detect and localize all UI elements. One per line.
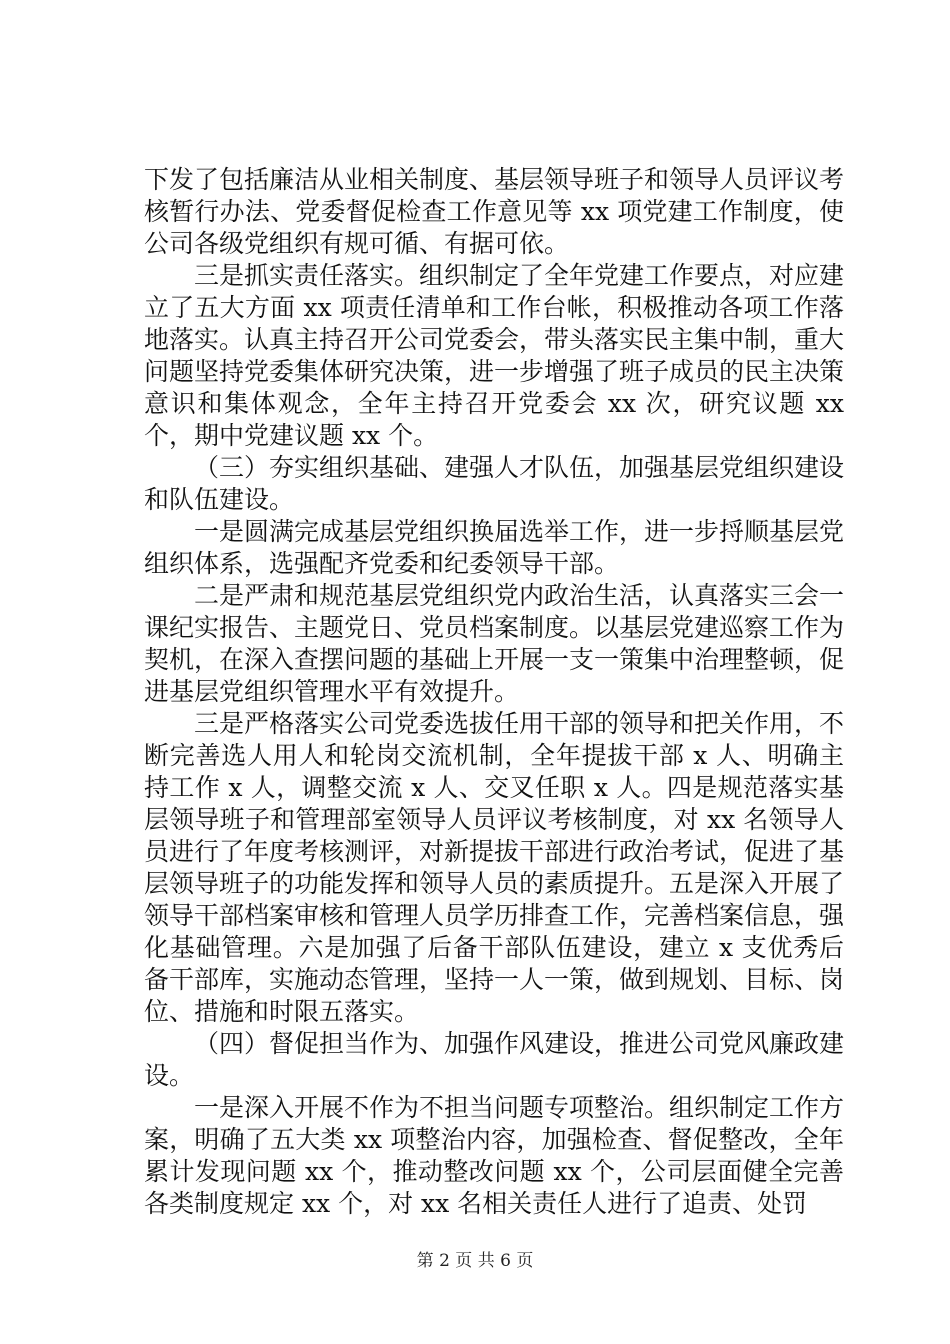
paragraph-responsibility: 三是抓实责任落实。组织制定了全年党建工作要点，对应建立了五大方面 xx 项责任清单和工作台帐，积极推动各项工作落地落实。认真主持召开公司党委会，带头落实民主集中制，重大问题坚持党委集体研究决策，进一步增强了班子成员的民主决策意识和集体观念，全年主持召开党委会 xx 次，研究议题 xx 个，期中党建议题 xx 个。 xyxy=(144,261,852,450)
paragraph-cadre-selection: 三是严格落实公司党委选拔任用干部的领导和把关作用，不断完善选人用人和轮岗交流机制，全年提拔干部 x 人、明确主持工作 x 人，调整交流 x 人、交叉任职 x 人。四是规范落实基层领导班子和管理部室领导人员评议考核制度，对 xx 名领导人员进行了年度考核测评，对新提拔干部进行政治考试，促进了基层领导班子的功能发挥和领导人员的素质提升。五是深入开展了领导干部档案审核和管理人员学历排查工作，完善档案信息，强化基础管理。六是加强了后备干部队伍建设，建立 x 支优秀后备干部库，实施动态管理，坚持一人一策，做到规划、目标、岗位、措施和时限五落实。 xyxy=(144,709,845,1026)
paragraph-continuation: 下发了包括廉洁从业相关制度、基层领导班子和领导人员评议考核暂行办法、党委督促检查工作意见等 xx 项党建工作制度，使公司各级党组织有规可循、有据可依。 xyxy=(144,165,845,258)
paragraph-political-life: 二是严肃和规范基层党组织党内政治生活，认真落实三会一课纪实报告、主题党日、党员档案制度。以基层党建巡察工作为契机，在深入查摆问题的基础上开展一支一策集中治理整顿，促进基层党组织管理水平有效提升。 xyxy=(144,581,845,706)
paragraph-rectification: 一是深入开展不作为不担当问题专项整治。组织制定工作方案，明确了五大类 xx 项整治内容，加强检查、督促整改，全年累计发现问题 xx 个，推动整改问题 xx 个，公司层面健全完善各类制度规定 xx 个，对 xx 名相关责任人进行了追责、处罚 xyxy=(144,1093,845,1218)
section-heading-3: （三）夯实组织基础、建强人才队伍，加强基层党组织建设和队伍建设。 xyxy=(144,453,845,514)
paragraph-election: 一是圆满完成基层党组织换届选举工作，进一步捋顺基层党组织体系，选强配齐党委和纪委领导干部。 xyxy=(144,517,845,578)
document-body xyxy=(144,164,852,1220)
page-number-footer: 第 2 页 共 6 页 xyxy=(416,1251,534,1271)
section-heading-4: （四）督促担当作为、加强作风建设，推进公司党风廉政建设。 xyxy=(144,1029,845,1090)
